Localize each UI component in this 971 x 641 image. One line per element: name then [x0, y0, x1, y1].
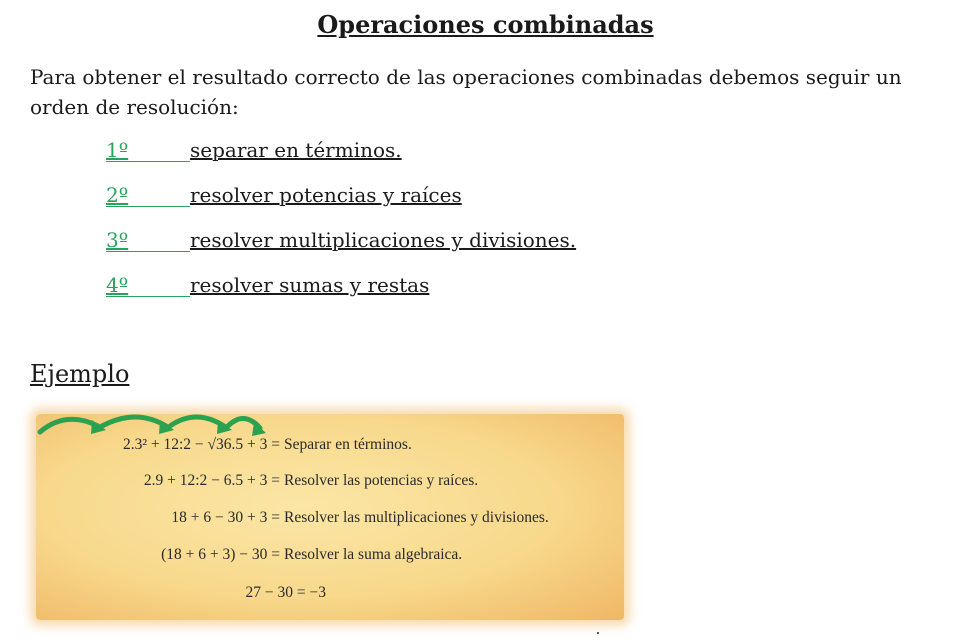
- step-text: resolver potencias y raíces: [190, 183, 462, 207]
- example-expression: 18 + 6 − 30 + 3 =: [171, 509, 280, 526]
- step-text: separar en términos.: [190, 138, 402, 162]
- example-expression: 27 − 30 = −3: [245, 584, 326, 601]
- example-row: [36, 509, 624, 529]
- example-image: [36, 414, 624, 620]
- step-item: [106, 273, 576, 318]
- step-item: [106, 138, 576, 183]
- example-row: [36, 472, 624, 492]
- intro-paragraph: Para obtener el resultado correcto de las operaciones combinadas debemos seguir un orden de resolución:: [30, 65, 902, 119]
- step-number: 2º: [106, 184, 190, 207]
- example-heading: Ejemplo: [30, 360, 130, 388]
- step-number: 4º: [106, 274, 190, 297]
- step-number: 3º: [106, 229, 190, 252]
- step-item: [106, 228, 576, 273]
- example-description: Resolver las multiplicaciones y divisiones.: [284, 509, 549, 526]
- page-title: Operaciones combinadas: [317, 10, 654, 39]
- step-text: resolver multiplicaciones y divisiones.: [190, 228, 577, 252]
- example-row: [36, 546, 624, 566]
- step-number: 1º: [106, 139, 190, 162]
- step-text: resolver sumas y restas: [190, 273, 430, 297]
- example-row: [36, 436, 624, 456]
- example-expression: 2.9 + 12:2 − 6.5 + 3 =: [143, 472, 280, 489]
- example-description: Separar en términos.: [284, 436, 412, 453]
- example-description: Resolver las potencias y raíces.: [284, 472, 479, 489]
- step-item: [106, 183, 576, 228]
- example-expression: (18 + 6 + 3) − 30 =: [161, 546, 280, 563]
- example-expression: 2.3² + 12:2 − √36.5 + 3 =: [122, 436, 280, 453]
- steps-list: [106, 138, 576, 318]
- example-description: Resolver la suma algebraica.: [284, 546, 463, 563]
- stray-mark: [597, 632, 599, 634]
- example-row: [36, 584, 624, 604]
